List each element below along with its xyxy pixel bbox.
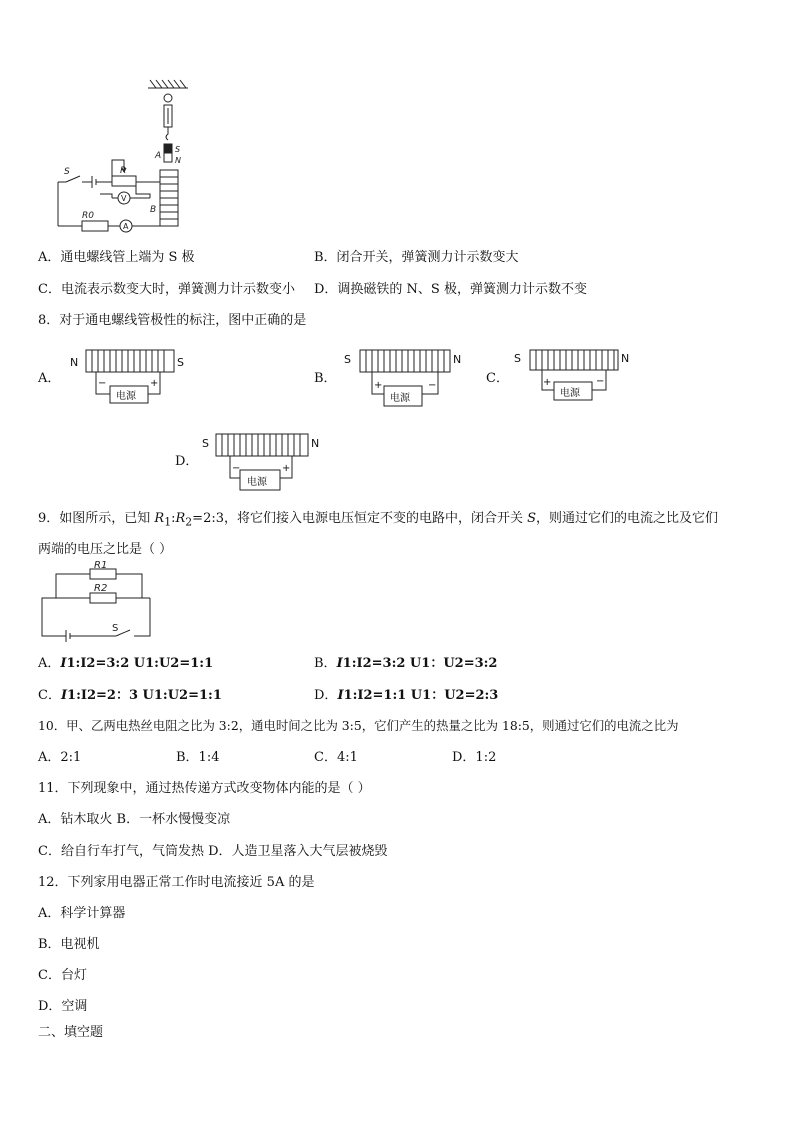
q7-option-d: D．调换磁铁的 N、S 极，弹簧测力计示数不变 [314,282,587,297]
q8-b-plus: + [374,380,383,391]
q8-a-minus: − [98,378,107,389]
q8-a-left-pole: N [70,356,79,369]
q8-c-left-pole: S [514,352,521,365]
q8-solenoid-c [512,346,642,410]
q12-option-a: A．科学计算器 [38,906,126,921]
q7-fig-A-label: A [155,151,162,161]
q7-option-a: A．通电螺线管上端为 S 极 [38,250,195,265]
q9-option-b: B．I1:I2=3:2 U1：U2=3:2 [314,656,498,671]
q8-solenoid-a [68,346,188,406]
q8-label-b: B． [314,371,337,386]
q9-option-a: A．I1:I2=3:2 U1:U2=1:1 [38,656,214,671]
q7-fig-R: R [120,166,127,176]
q7-fig-V: V [121,194,127,203]
q8-d-left-pole: S [202,437,209,450]
q12-stem: 12．下列家用电器正常工作时电流接近 5A 的是 [38,875,315,890]
q9-stem-line2: 两端的电压之比是（ ） [38,542,173,557]
q7-fig-mag-N: N [175,156,181,165]
q8-solenoid-b [342,346,472,410]
q10-option-d: D．1:2 [452,750,497,765]
q8-d-right-pole: N [311,437,320,450]
q8-b-minus: − [428,380,437,391]
q8-solenoid-d [202,430,332,494]
q10-option-b: B．1:4 [176,750,220,765]
q10-option-a: A．2:1 [38,750,82,765]
q8-label-d: D． [175,454,199,469]
q8-label-c: C． [486,371,509,386]
q8-a-source: 电源 [116,391,136,402]
q8-b-left-pole: S [344,353,351,366]
q11-options-line2: C．给自行车打气，气筒发热 D．人造卫星落入大气层被烧毁 [38,844,388,859]
q11-options-line1: A．钻木取火 B．一杯水慢慢变凉 [38,812,231,827]
q9-stem-line1: 9．如图所示，已知 $R_1:R_2=2:3$，将它们接入电源电压恒定不变的电路中，闭合开关 S，则通过它们的电流之比及它们 [38,511,719,529]
q8-c-plus: + [543,377,552,388]
q8-d-plus: + [282,463,291,474]
q8-d-minus: − [232,463,241,474]
q7-option-b: B．闭合开关，弹簧测力计示数变大 [314,250,519,265]
q12-option-b: B．电视机 [38,937,100,952]
q7-fig-R0: R0 [82,211,94,221]
q7-option-c: C．电流表示数变大时，弹簧测力计示数变小 [38,282,295,297]
q7-fig-B-label: B [150,205,157,215]
q11-stem: 11．下列现象中，通过热传递方式改变物体内能的是（ ） [38,781,371,796]
q7-fig-mag-S: S [175,145,181,154]
q10-option-c: C．4:1 [314,750,358,765]
q9-fig-R1: R1 [94,560,108,571]
q9-fig-R2: R2 [94,583,108,594]
q10-stem: 10．甲、乙两电热丝电阻之比为 3:2，通电时间之比为 3:5，它们产生的热量之比为 18:5，则通过它们的电流之比为 [38,718,679,733]
q8-b-source: 电源 [390,393,410,404]
q8-a-right-pole: S [177,356,184,369]
q12-option-d: D．空调 [38,999,88,1014]
q8-c-minus: − [596,376,605,387]
q8-c-right-pole: N [621,352,630,365]
q9-option-c: C．I1:I2=2：3 U1:U2=1:1 [38,688,222,703]
q8-b-right-pole: N [453,353,462,366]
q9-fig-S: S [112,623,119,634]
section-heading-fill-in: 二、填空题 [38,1025,104,1040]
q8-c-source: 电源 [560,388,580,399]
q8-stem: 8．对于通电螺线管极性的标注，图中正确的是 [38,313,307,328]
q9-circuit-figure [38,560,168,644]
q8-label-a: A． [38,371,61,386]
q8-a-plus: + [150,378,159,389]
q12-option-c: C．台灯 [38,968,87,983]
q7-fig-A-meter: A [123,222,129,231]
q9-option-d: D．I1:I2=1:1 U1：U2=2:3 [314,688,499,703]
q8-d-source: 电源 [247,477,267,488]
q7-fig-S: S [64,167,70,177]
